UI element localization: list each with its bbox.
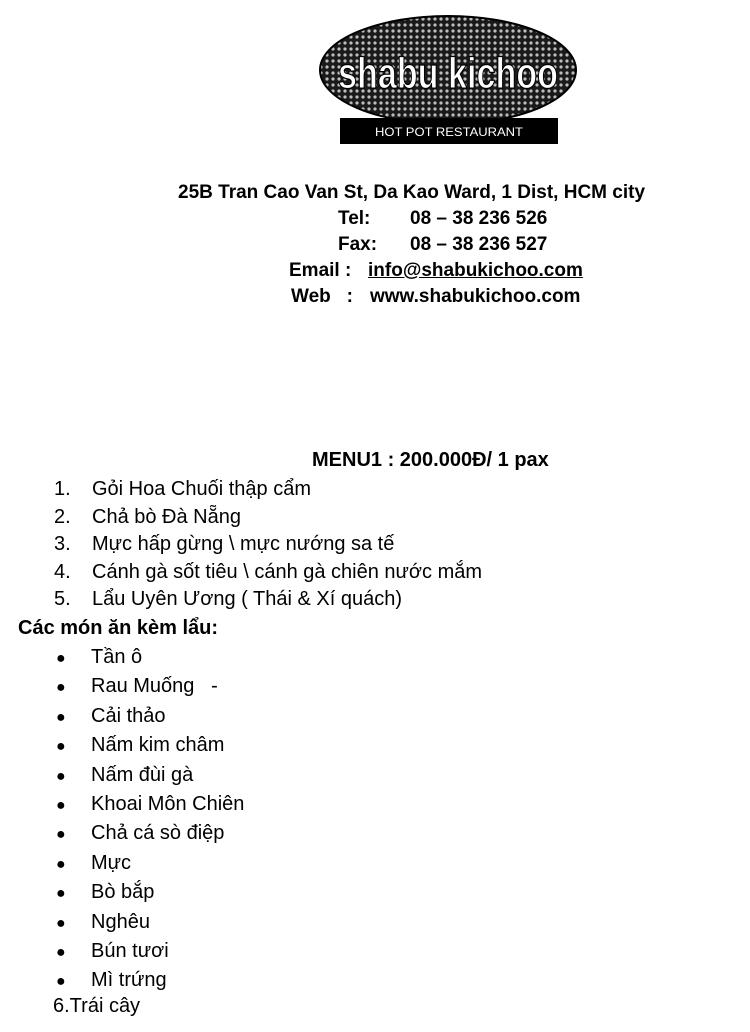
list-item: ● Nấm kim châm	[56, 731, 244, 760]
list-item: ● Cải thảo	[56, 702, 244, 731]
web-label: Web :	[291, 286, 353, 307]
list-item: ● Nấm đùi gà	[56, 761, 244, 790]
bullet-icon: ●	[56, 855, 66, 873]
side-dishes-heading: Các món ăn kèm lẩu:	[18, 617, 219, 639]
bullet-icon: ●	[56, 914, 66, 932]
logo-tagline: HOT POT RESTAURANT	[375, 125, 524, 139]
restaurant-logo	[318, 10, 588, 150]
fruit-item: 6.Trái cây	[53, 995, 141, 1017]
list-item: 5. Lẩu Uyên Ương ( Thái & Xí quách)	[54, 588, 402, 610]
list-item: ● Mì trứng	[56, 966, 244, 995]
bullet-icon: ●	[56, 943, 66, 961]
email-link[interactable]: info@shabukichoo.com	[368, 260, 583, 281]
list-item: ● Tần ô	[56, 643, 244, 672]
list-item: 2. Chả bò Đà Nẵng	[54, 505, 241, 528]
web-value[interactable]: www.shabukichoo.com	[370, 286, 581, 307]
list-item: ● Mực	[56, 849, 244, 878]
tel-label: Tel:	[338, 208, 371, 229]
fax-value: 08 – 38 236 527	[410, 234, 548, 255]
list-item: 1. Gỏi Hoa Chuối thập cẩm	[54, 478, 312, 500]
list-item: 4. Cánh gà sốt tiêu \ cánh gà chiên nước mắm	[54, 560, 483, 583]
address: 25B Tran Cao Van St, Da Kao Ward, 1 Dist, HCM city	[178, 182, 646, 203]
list-item: ● Bún tươi	[56, 937, 244, 966]
bullet-icon: ●	[56, 650, 66, 667]
menu-items-list	[54, 476, 482, 614]
bullet-icon: ●	[56, 708, 66, 726]
bullet-icon: ●	[56, 738, 66, 756]
bullet-icon: ●	[56, 826, 66, 844]
email-label: Email :	[289, 260, 352, 281]
tel-value: 08 – 38 236 526	[410, 208, 548, 229]
bullet-icon: ●	[56, 796, 66, 814]
side-dishes-list	[56, 643, 244, 996]
list-item: ● Khoai Môn Chiên	[56, 790, 244, 819]
fax-label: Fax:	[338, 234, 378, 255]
menu-title: MENU1 : 200.000Đ/ 1 pax	[312, 449, 549, 471]
list-item: ● Bò bắp	[56, 878, 244, 907]
bullet-icon: ●	[56, 767, 66, 785]
list-item: 3. Mực hấp gừng \ mực nướng sa tế	[54, 533, 395, 555]
list-item: ● Chả cá sò điệp	[56, 819, 244, 848]
bullet-icon: ●	[56, 885, 66, 903]
bullet-icon: ●	[56, 679, 66, 697]
logo-name-text: shabu kichoo	[338, 49, 558, 98]
list-item: ● Rau Muống -	[56, 672, 244, 701]
bullet-icon: ●	[56, 973, 66, 991]
list-item: ● Nghêu	[56, 908, 244, 937]
